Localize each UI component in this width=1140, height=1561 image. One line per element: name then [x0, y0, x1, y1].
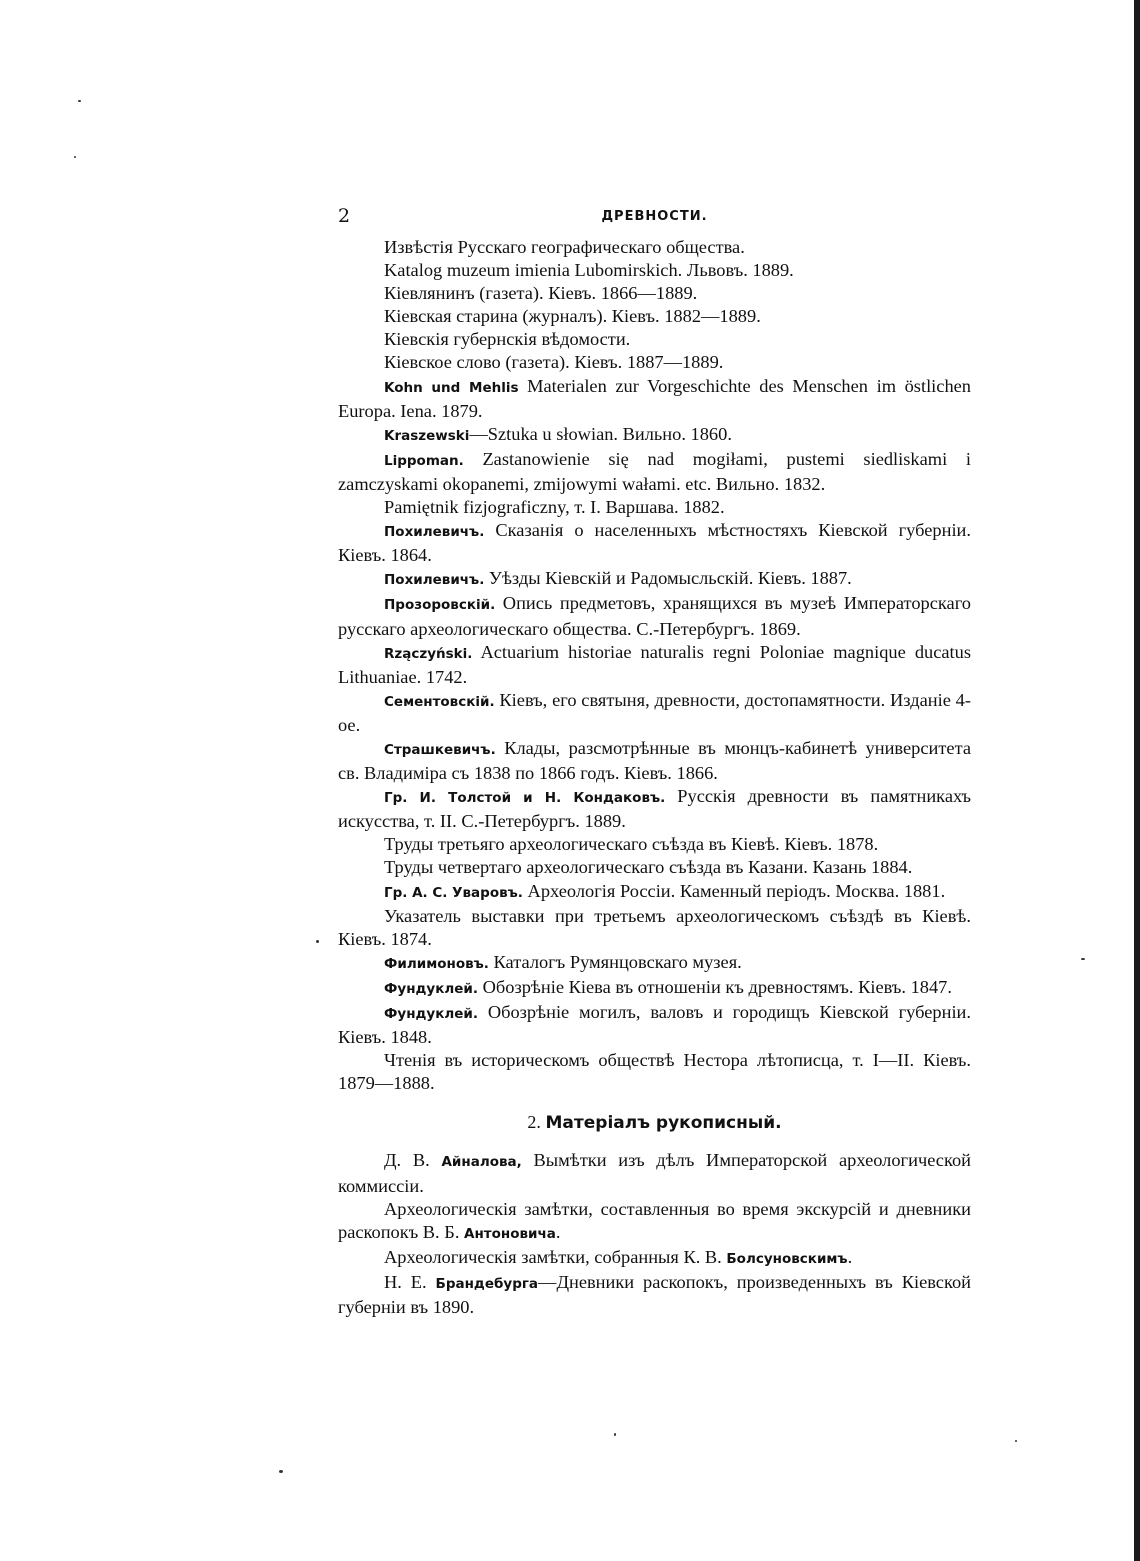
manuscript-entry: [338, 1198, 971, 1246]
entry-author: Прозоровскій.: [384, 597, 496, 614]
entry-text: Труды четвертаго археологическаго съѣзда въ Казани. Казань 1884.: [384, 857, 913, 878]
scan-speck: [1081, 958, 1085, 960]
bibliography-entry: [338, 1001, 971, 1049]
entry-author: Фундуклей.: [384, 1006, 479, 1022]
manuscript-entry: [338, 1246, 971, 1271]
scan-speck: [1015, 1440, 1017, 1442]
entry-text: —Дневники раскопокъ, произведенныхъ въ Кіевской губерніи въ 1890.: [338, 1271, 972, 1318]
bibliography-entry: [338, 351, 971, 374]
entry-author: Kraszewski: [384, 427, 470, 444]
entry-text: Zastanowienie się nad mogiłami, pustemi siedliskami i zamczyskami okopanemi, zmijowymi wałami. etc. Вильно. 1832.: [338, 448, 971, 494]
entry-text: Труды третьяго археологическаго съѣзда въ Кіевѣ. Кіевъ. 1878.: [384, 834, 879, 855]
bibliography-entry: [338, 592, 971, 640]
entry-text: Materialen zur Vorgeschichte des Menschen im östlichen Europa. Iena. 1879.: [338, 375, 972, 421]
scan-speck: [316, 940, 319, 943]
entry-author: Страшкевичъ.: [384, 741, 496, 758]
entry-text: Опись предметовъ, хранящихся въ музеѣ Императорскаго русскаго археологическаго общества. С.-Петербургъ. 1869.: [338, 593, 971, 639]
bibliography-entry: [338, 305, 971, 328]
section-number: 2.: [527, 1112, 541, 1133]
entry-text: .: [555, 1221, 561, 1242]
scan-speck: [74, 156, 76, 158]
entry-author: Сементовскій.: [384, 693, 495, 710]
entry-author: Похилевичъ.: [384, 572, 485, 589]
entry-text: Кіевское слово (газета). Кіевъ. 1887—1889.: [384, 352, 724, 373]
manuscript-sources-list: [338, 1149, 971, 1319]
page-body: [338, 236, 971, 1319]
section-title: Матеріалъ рукописный.: [545, 1113, 782, 1134]
entry-text: Русскія древности въ памятникахъ искусства, т. II. С.-Петербургъ. 1889.: [338, 786, 971, 832]
bibliography-entry: [338, 641, 971, 689]
bibliography-entry: [338, 689, 971, 737]
entry-text: Обозрѣніе Кіева въ отношеніи къ древностямъ. Кіевъ. 1847.: [478, 976, 952, 997]
bibliography-entry: [338, 785, 971, 833]
entry-text: Д. В.: [384, 1150, 442, 1171]
running-head: ДРЕВНОСТИ.: [601, 209, 708, 224]
entry-author: Айналова,: [441, 1154, 522, 1171]
entry-text: Чтенія въ историческомъ обществѣ Нестора лѣтописца, т. I—II. Кіевъ. 1879—1888.: [338, 1050, 971, 1094]
bibliography-entry: [338, 856, 971, 879]
bibliography-entry: [338, 1049, 971, 1095]
manuscript-entry: [338, 1149, 971, 1197]
bibliography-entry: [338, 259, 971, 282]
manuscript-entry: [338, 1271, 971, 1319]
bibliography-entry: [338, 448, 971, 496]
section-heading: [338, 1111, 971, 1135]
entry-text: Археологическія замѣтки, составленныя во время экскурсій и дневники раскопокъ В. Б.: [338, 1198, 971, 1242]
bibliography-entry: [338, 328, 971, 351]
entry-text: Кіевскія губернскія вѣдомости.: [384, 329, 631, 350]
entry-text: Вымѣтки изъ дѣлъ Императорской археологической коммиссіи.: [338, 1150, 972, 1196]
entry-text: Археологія Россіи. Каменный періодъ. Москва. 1881.: [522, 880, 946, 901]
bibliography-entry: [338, 567, 971, 592]
bibliography-entry: [338, 282, 971, 305]
bibliography-entry: [338, 880, 971, 905]
entry-text: Клады, разсмотрѣнные въ мюнцъ-кабинетѣ университета св. Владиміра съ 1838 по 1866 годъ. Кіевъ. 1866.: [338, 737, 971, 784]
entry-text: Каталогъ Румянцовскаго музея.: [488, 951, 742, 972]
bibliography-entry: [338, 519, 971, 567]
bibliography-entry: [338, 737, 971, 785]
bibliography-entry: [338, 423, 971, 448]
scan-speck: [78, 100, 81, 102]
entry-text: Н. Е.: [384, 1271, 436, 1292]
entry-text: .: [847, 1246, 853, 1267]
entry-text: Уѣзды Кіевскій и Радомысльскій. Кіевъ. 1887.: [484, 568, 852, 589]
entry-text: Кіевская старина (журналъ). Кіевъ. 1882—1889.: [384, 306, 761, 327]
entry-author: Похилевичъ.: [384, 524, 485, 541]
printed-sources-list: [338, 236, 971, 1095]
entry-text: Указатель выставки при третьемъ археологическомъ съѣздѣ въ Кіевѣ. Кіевъ. 1874.: [338, 905, 971, 949]
bibliography-entry: [338, 375, 971, 423]
entry-author: Rzączyński.: [384, 645, 473, 662]
bibliography-entry: [338, 951, 971, 976]
scan-edge: [1134, 0, 1140, 1561]
entry-author: Антоновича: [464, 1225, 556, 1242]
entry-text: Кіевлянинъ (газета). Кіевъ. 1866—1889.: [384, 283, 698, 304]
bibliography-entry: [338, 905, 971, 951]
entry-author: Фундуклей.: [384, 980, 479, 997]
entry-text: Actuarium historiae naturalis regni Poloniae magnique ducatus Lithuaniae. 1742.: [338, 641, 971, 687]
entry-text: Обозрѣніе могилъ, валовъ и городищъ Кіевской губерніи. Кіевъ. 1848.: [338, 1002, 971, 1048]
page-header: [338, 205, 971, 229]
entry-text: Сказанія о населенныхъ мѣстностяхъ Кіевской губерніи. Кіевъ. 1864.: [338, 520, 971, 566]
bibliography-entry: [338, 236, 971, 259]
entry-author: Kohn und Mehlis: [384, 379, 519, 396]
entry-author: Lippoman.: [384, 452, 464, 469]
bibliography-entry: [338, 496, 971, 519]
entry-author: Брандебурга: [435, 1275, 539, 1292]
entry-text: —Sztuka u słowian. Вильно. 1860.: [469, 423, 732, 444]
bibliography-entry: [338, 833, 971, 856]
entry-author: Гр. И. Толстой и Н. Кондаковъ.: [384, 790, 666, 807]
entry-text: Pamiętnik fizjograficzny, т. I. Варшава. 1882.: [384, 497, 725, 518]
entry-text: Извѣстія Русскаго географическаго общества.: [384, 237, 745, 257]
scan-speck: [614, 1433, 616, 1436]
entry-text: Katalog muzeum imienia Lubomirskich. Львовъ. 1889.: [384, 260, 794, 281]
page-number: 2: [338, 205, 351, 227]
entry-author: Гр. А. С. Уваровъ.: [384, 884, 523, 901]
scan-speck: [279, 1470, 283, 1473]
entry-author: Болсуновскимъ: [726, 1250, 848, 1267]
entry-author: Филимоновъ.: [384, 955, 489, 972]
bibliography-entry: [338, 976, 971, 1001]
entry-text: Археологическія замѣтки, собранныя К. В.: [384, 1246, 727, 1267]
entry-text: Кіевъ, его святыня, древности, достопамятности. Изданіе 4-ое.: [338, 689, 971, 735]
